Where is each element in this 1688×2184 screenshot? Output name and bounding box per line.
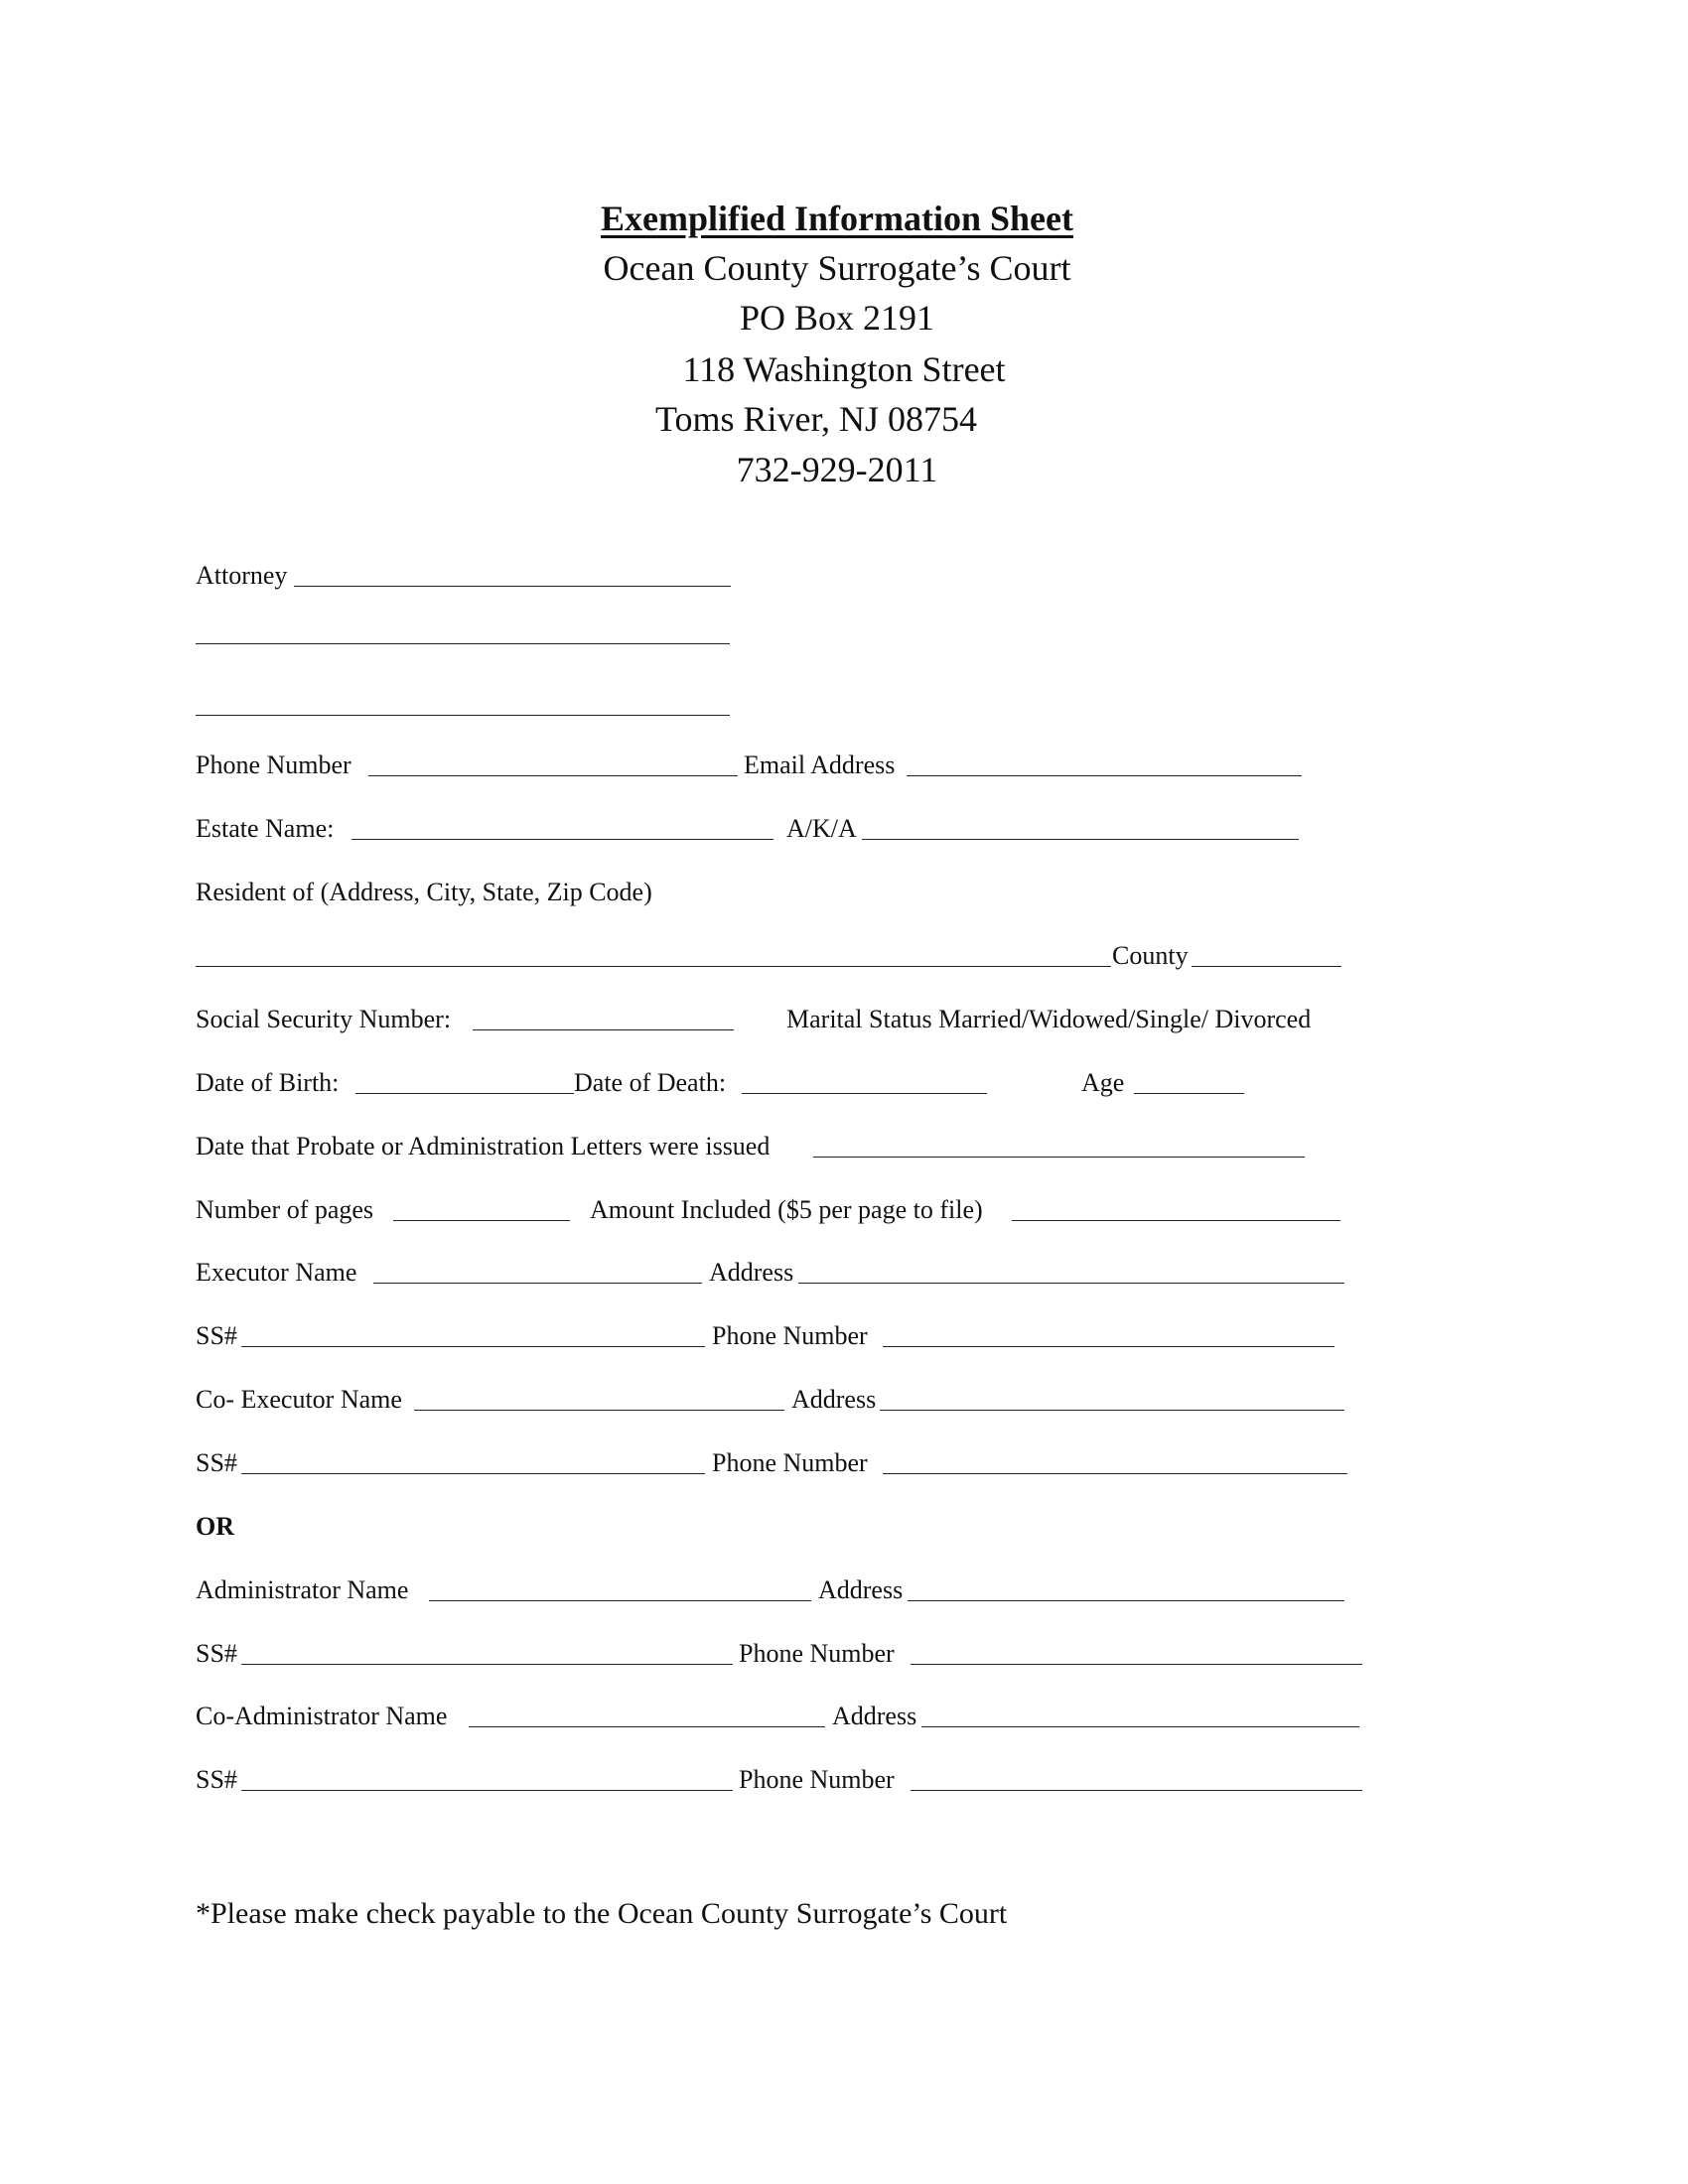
co-executor-phone-field[interactable]: [883, 1473, 1347, 1474]
co-executor-name-field[interactable]: [414, 1410, 784, 1411]
dod-label: Date of Death:: [574, 1068, 727, 1097]
num-pages-label: Number of pages: [196, 1195, 374, 1224]
attorney-label: Attorney: [196, 561, 288, 590]
co-executor-address-field[interactable]: [880, 1410, 1344, 1411]
page-title: Exemplified Information Sheet: [601, 199, 1073, 238]
age-field[interactable]: [1134, 1093, 1244, 1094]
co-executor-ss-label: SS#: [196, 1448, 237, 1477]
co-administrator-address-field[interactable]: [921, 1726, 1359, 1727]
email-address-field[interactable]: [907, 775, 1302, 776]
county-label: County: [1112, 941, 1189, 970]
executor-phone-label: Phone Number: [712, 1321, 868, 1350]
executor-phone-field[interactable]: [883, 1346, 1335, 1347]
county-field[interactable]: [1192, 966, 1341, 967]
co-administrator-name-label: Co-Administrator Name: [196, 1702, 448, 1730]
administrator-name-label: Administrator Name: [196, 1575, 409, 1604]
co-executor-ss-field[interactable]: [241, 1473, 705, 1474]
co-administrator-ss-field[interactable]: [241, 1790, 733, 1791]
co-executor-address-label: Address: [791, 1385, 877, 1414]
administrator-phone-field[interactable]: [911, 1664, 1362, 1665]
executor-address-field[interactable]: [798, 1283, 1344, 1284]
attorney-field-line-2[interactable]: [196, 643, 730, 644]
aka-label: A/K/A: [786, 814, 857, 843]
administrator-phone-label: Phone Number: [739, 1639, 895, 1668]
co-administrator-phone-field[interactable]: [911, 1790, 1362, 1791]
administrator-address-field[interactable]: [908, 1600, 1344, 1601]
resident-address-field[interactable]: [196, 966, 1111, 967]
ssn-field[interactable]: [473, 1029, 734, 1030]
or-separator: OR: [196, 1512, 234, 1541]
co-administrator-name-field[interactable]: [469, 1726, 825, 1727]
executor-name-field[interactable]: [373, 1283, 702, 1284]
amount-included-field[interactable]: [1012, 1220, 1340, 1221]
estate-name-label: Estate Name:: [196, 814, 335, 843]
administrator-name-field[interactable]: [429, 1600, 811, 1601]
city-state-zip: Toms River, NJ 08754: [654, 399, 978, 439]
dod-field[interactable]: [742, 1093, 987, 1094]
attorney-field-line-3[interactable]: [196, 715, 730, 716]
resident-of-label: Resident of (Address, City, State, Zip Code): [196, 878, 652, 906]
co-administrator-ss-label: SS#: [196, 1765, 237, 1794]
letters-issued-field[interactable]: [813, 1157, 1305, 1158]
phone-number-label: Phone Number: [196, 751, 352, 779]
aka-field[interactable]: [862, 839, 1299, 840]
marital-status-label: Marital Status Married/Widowed/Single/ Divorced: [786, 1005, 1312, 1033]
administrator-ss-field[interactable]: [241, 1664, 733, 1665]
executor-address-label: Address: [709, 1258, 794, 1287]
co-administrator-phone-label: Phone Number: [739, 1765, 895, 1794]
amount-included-label: Amount Included ($5 per page to file): [590, 1195, 983, 1224]
executor-ss-field[interactable]: [241, 1346, 705, 1347]
court-name: Ocean County Surrogate’s Court: [603, 248, 1071, 288]
letters-issued-label: Date that Probate or Administration Letters were issued: [196, 1132, 771, 1160]
executor-name-label: Executor Name: [196, 1258, 357, 1287]
co-administrator-address-label: Address: [832, 1702, 917, 1730]
administrator-address-label: Address: [818, 1575, 904, 1604]
email-address-label: Email Address: [744, 751, 896, 779]
street-address: 118 Washington Street: [682, 349, 1006, 389]
attorney-field[interactable]: [294, 586, 731, 587]
po-box: PO Box 2191: [739, 298, 935, 338]
phone-number-field[interactable]: [368, 775, 738, 776]
payment-note: *Please make check payable to the Ocean County Surrogate’s Court: [196, 1897, 1008, 1930]
executor-ss-label: SS#: [196, 1321, 237, 1350]
dob-label: Date of Birth:: [196, 1068, 340, 1097]
dob-field[interactable]: [355, 1093, 574, 1094]
co-executor-phone-label: Phone Number: [712, 1448, 868, 1477]
court-phone: 732-929-2011: [736, 450, 938, 489]
estate-name-field[interactable]: [352, 839, 774, 840]
num-pages-field[interactable]: [393, 1220, 570, 1221]
administrator-ss-label: SS#: [196, 1639, 237, 1668]
age-label: Age: [1081, 1068, 1125, 1097]
co-executor-name-label: Co- Executor Name: [196, 1385, 402, 1414]
ssn-label: Social Security Number:: [196, 1005, 452, 1033]
